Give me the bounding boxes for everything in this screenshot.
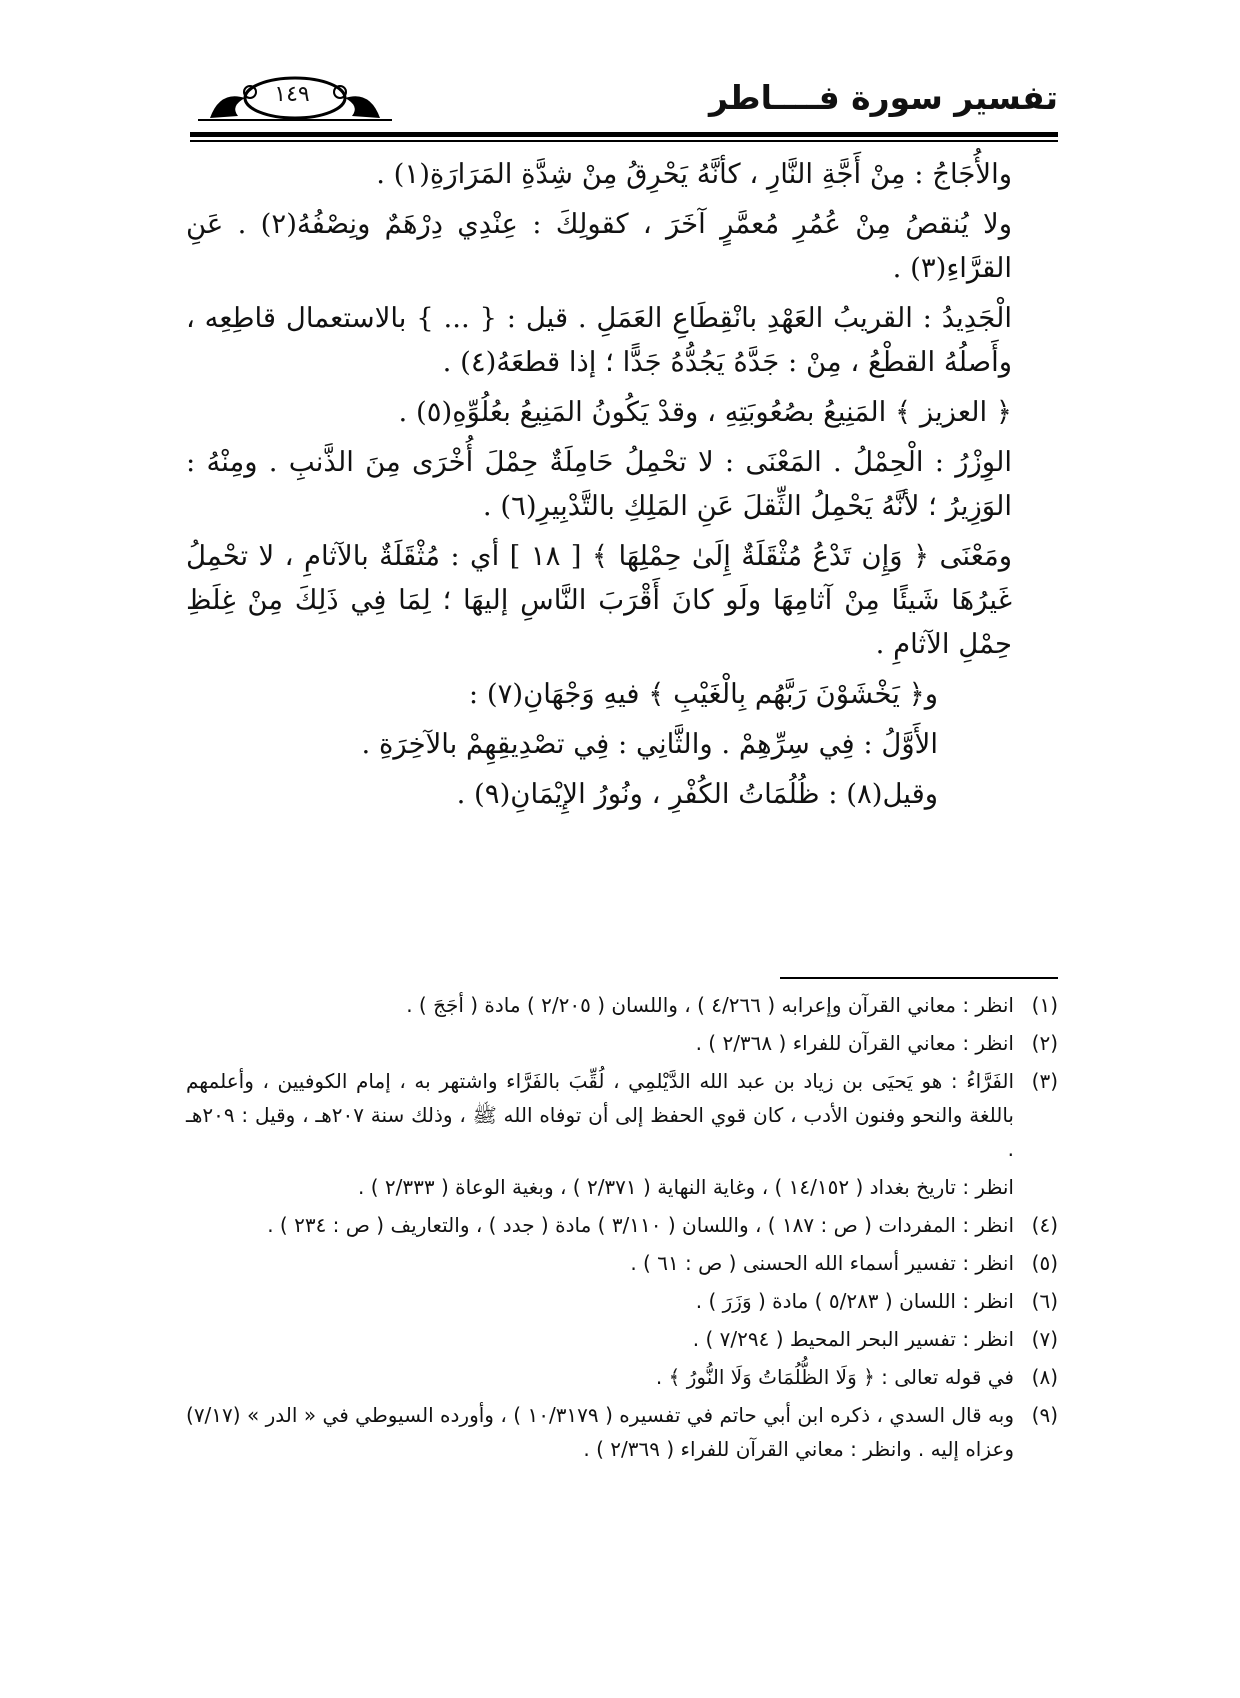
footnote: [186, 1208, 1058, 1242]
footnote-number: (٣): [1031, 1069, 1058, 1093]
footnote-text: في قوله تعالى : ﴿ وَلَا الظُّلُمَاتُ وَلَا النُّورُ ﴾ .: [655, 1365, 1014, 1389]
paragraph: والأُجَاجُ : مِنْ أَجَّةِ النَّارِ ، كأنَّهُ يَحْرِقُ مِنْ شِدَّةِ المَرَارَةِ(١) .: [376, 158, 1012, 190]
footnote-number: (٢): [1031, 1031, 1058, 1055]
header-rule-thick: [190, 132, 1058, 137]
paragraph: و﴿ يَخْشَوْنَ رَبَّهُم بِالْغَيْبِ ﴾ فيهِ وَجْهَانِ(٧) :: [468, 678, 938, 710]
paragraph: ﴿ العزيز ﴾ المَنِيعُ بصُعُوبَتِهِ ، وقدْ يَكُونُ المَنِيعُ بعُلُوِّهِ(٥) .: [398, 396, 1012, 428]
paragraph: وقيل(٨) : ظُلُمَاتُ الكُفْرِ ، ونُورُ الإِيْمَانِ(٩) .: [456, 778, 938, 810]
header-rule-thin: [190, 140, 1058, 142]
paragraph: الوِزْرُ : الْحِمْلُ . المَعْنَى : لا تحْمِلُ حَامِلَةٌ حِمْلَ أُخْرَى مِنَ الذَّنبِ . ومِنْهُ : الوَزِيرُ ؛ لأنَّهُ يَحْمِلُ الثِّقلَ عَنِ المَلِكِ بالتَّدْبِيرِ(٦) .: [186, 446, 1012, 522]
page-number: ١٤٩: [274, 82, 310, 107]
footnote: [186, 1246, 1058, 1280]
footnote-text: وبه قال السدي ، ذكره ابن أبي حاتم في تفسيره ( ١٠/٣١٧٩ ) ، وأورده السيوطي في « الدر » (٧/١٧) وعزاه إليه . وانظر : معاني القرآن للفراء ( ٢/٣٦٩ ) .: [186, 1403, 1015, 1461]
page-header: [190, 70, 1058, 130]
footnote: [186, 1284, 1058, 1318]
footnote: [186, 1064, 1058, 1166]
footnote-separator: [780, 977, 1058, 979]
paragraph: الْجَدِيدُ : القريبُ العَهْدِ بانْقِطَاعِ العَمَلِ . قيل : { ... } بالاستعمال قاطِعِه ، وأَصلُهُ القطْعُ ، مِنْ : جَدَّهُ يَجُدُّهُ جَدًّا ؛ إذا قطعَهُ(٤) .: [186, 302, 1012, 378]
footnote: [186, 1398, 1058, 1466]
footnote-text: انظر : معاني القرآن وإعرابه ( ٤/٢٦٦ ) ، واللسان ( ٢/٢٠٥ ) مادة ( أجَجَ ) .: [406, 993, 1014, 1017]
footnote-number: (٥): [1031, 1251, 1058, 1275]
paragraph: ولا يُنقصُ مِنْ عُمُرِ مُعمَّرٍ آخَرَ ، كقولِكَ : عِنْدِي دِرْهَمٌ ونِصْفُهُ(٢) . عَنِ القرَّاءِ(٣) .: [186, 208, 1012, 284]
footnote-text: انظر : اللسان ( ٥/٢٨٣ ) مادة ( وَزَرَ ) .: [695, 1289, 1014, 1313]
footnote: [186, 988, 1058, 1022]
footnote-continuation: [186, 1170, 1058, 1204]
footnote-number: (٧): [1031, 1327, 1058, 1351]
main-text: [186, 152, 1058, 822]
footnote: [186, 1360, 1058, 1394]
footnote-text: انظر : معاني القرآن للفراء ( ٢/٣٦٨ ) .: [695, 1031, 1014, 1055]
paragraph: ومَعْنَى ﴿ وَإِن تَدْعُ مُثْقَلَةٌ إِلَىٰ حِمْلِهَا ﴾ [ ١٨ ] أي : مُثْقَلَةٌ بالآثامِ ، لا تحْمِلُ غَيرُهَا شَيئًا مِنْ آثامِهَا ولَو كانَ أَقْرَبَ النَّاسِ إليهَا ؛ لِمَا فِي ذَلِكَ مِنْ غِلَظِ حِمْلِ الآثامِ .: [186, 540, 1012, 660]
footnote-number: (١): [1031, 993, 1058, 1017]
footnote-number: (٩): [1031, 1403, 1058, 1427]
footnote-number: (٤): [1031, 1213, 1058, 1237]
running-title: تفسير سورة فــــاطر: [708, 78, 1058, 117]
footnote-number: (٦): [1031, 1289, 1058, 1313]
footnotes: [186, 988, 1058, 1470]
paragraph: الأَوَّلُ : فِي سِرِّهِمْ . والثَّانِي : فِي تصْدِيقِهِمْ بالآخِرَةِ .: [361, 728, 938, 760]
footnote-text: انظر : تفسير أسماء الله الحسنى ( ص : ٦١ ) .: [630, 1251, 1014, 1275]
footnote-text: انظر : تفسير البحر المحيط ( ٧/٢٩٤ ) .: [692, 1327, 1014, 1351]
footnote: [186, 1026, 1058, 1060]
footnote: [186, 1322, 1058, 1356]
footnote-text: انظر : تاريخ بغداد ( ١٤/١٥٢ ) ، وغاية النهاية ( ٢/٣٧١ ) ، وبغية الوعاة ( ٢/٣٣٣ ) .: [358, 1175, 1014, 1199]
footnote-text: الفَرَّاءُ : هو يَحيَى بن زياد بن عبد الله الدَّيْلمِي ، لُقِّبَ بالفَرَّاء واشتهر به ، إمام الكوفيين ، وأعلمهم باللغة والنحو وفنون الأدب ، كان قوي الحفظ إلى أن توفاه الله ﷺ ، وذلك سنة ٢٠٧هـ ، وقيل : ٢٠٩هـ .: [186, 1069, 1014, 1161]
footnote-number: (٨): [1031, 1365, 1058, 1389]
footnote-text: انظر : المفردات ( ص : ١٨٧ ) ، واللسان ( ٣/١١٠ ) مادة ( جدد ) ، والتعاريف ( ص : ٢٣٤ ) .: [267, 1213, 1014, 1237]
